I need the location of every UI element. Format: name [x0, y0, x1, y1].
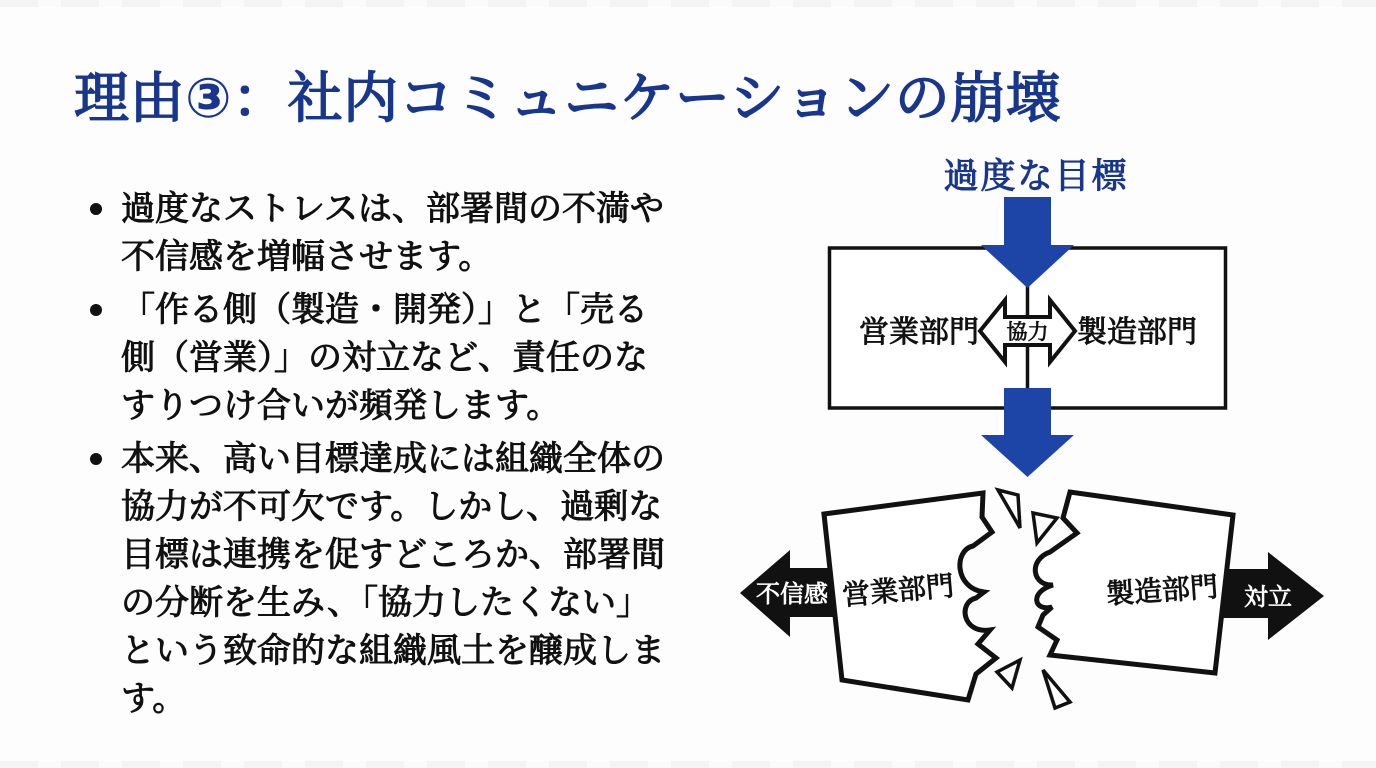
crack-shard-icon	[1043, 670, 1070, 708]
bullet-line: 不信感を増幅させます。	[121, 238, 493, 276]
conflict-label: 対立	[1244, 584, 1292, 611]
communication-breakdown-diagram	[726, 140, 1346, 740]
bullet-text	[121, 185, 664, 281]
sales-dept-label: 営業部門	[859, 316, 979, 349]
sales-piece-label: 営業部門	[840, 570, 956, 611]
cooperation-label: 協力	[1006, 321, 1049, 344]
distrust-label: 不信感	[756, 581, 828, 608]
slide-title: 理由③：社内コミュニケーションの崩壊	[74, 67, 1062, 129]
bullet-line: の分断を生み、「協力したくない」	[121, 584, 651, 622]
bullet-text	[121, 286, 648, 430]
crack-shard-icon	[998, 490, 1020, 528]
bullet-dot	[90, 304, 102, 316]
bullet-line: 過度なストレスは、部署間の不満や	[121, 190, 664, 228]
manufacturing-piece-label: 製造部門	[1105, 571, 1219, 610]
bullet-line: 協力が不可欠です。しかし、過剰な	[121, 488, 663, 526]
bullet-line: 目標は連携を促すどころか、部署間	[121, 536, 665, 574]
bullet-line: という致命的な組織風土を醸成しま	[121, 632, 665, 670]
crack-shard-icon	[1033, 513, 1057, 543]
bullet-item	[90, 435, 715, 723]
bullet-item	[90, 286, 715, 430]
bullet-line: す。	[121, 680, 187, 718]
bullet-line: すりつけ合いが頻発します。	[121, 387, 561, 425]
bullet-line: 本来、高い目標達成には組織全体の	[121, 440, 665, 478]
bullet-dot	[90, 453, 102, 465]
bullet-line: 側（営業）」の対立など、責任のな	[121, 339, 648, 377]
bullet-line: 「作る側（製造・開発）」と「売る	[121, 291, 648, 329]
bullet-list	[90, 185, 715, 728]
top-artifact-strip	[0, 0, 1376, 7]
bottom-artifact-strip	[0, 761, 1376, 768]
goal-label: 過度な目標	[943, 157, 1129, 196]
bullet-item	[90, 185, 715, 281]
bullet-text	[121, 435, 665, 723]
crack-shard-icon	[997, 660, 1020, 688]
manufacturing-dept-label: 製造部門	[1077, 316, 1197, 349]
bullet-dot	[90, 203, 102, 215]
